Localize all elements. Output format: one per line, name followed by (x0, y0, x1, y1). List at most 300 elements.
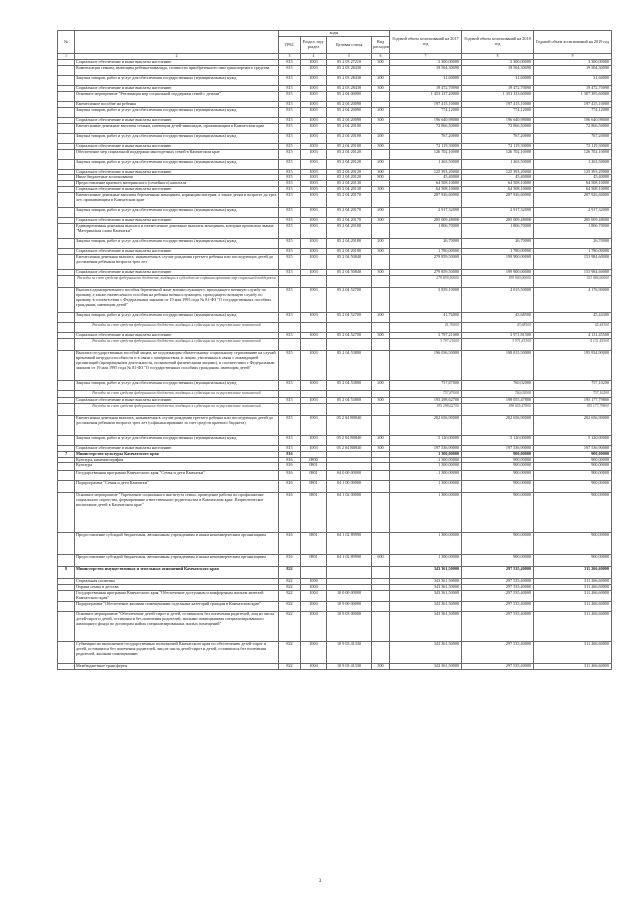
row-amount-2018: 199 900,00000 (462, 254, 534, 269)
row-expense-type: 300 (372, 445, 390, 451)
row-amount-2018: 285 009,48000 (462, 218, 534, 224)
row-grbs: 815 (279, 397, 301, 403)
row-amount-2019: 64 508,10000 (534, 187, 612, 193)
row-amount-2018: 297 535,40000 (462, 591, 534, 602)
row-grbs: 815 (279, 187, 301, 193)
row-name: Ежемесячные денежные выплаты беременным женщинам, кормящим матерям, а также детям в возрасте до трех лет, проживающим в Камчатском крае (75, 193, 279, 208)
row-amount-2019: 5 120,00000 (534, 435, 612, 445)
table-body (58, 60, 612, 670)
row-target (327, 338, 372, 350)
row-amount-2017: 287 926,60000 (390, 193, 462, 208)
row-target: 10 9 03 00000 (327, 612, 372, 642)
row-expense-type (372, 322, 390, 332)
row-amount-2018: 202 656,90000 (462, 415, 534, 435)
row-section: 1003 (301, 380, 327, 390)
row-amount-2017: 1 806,70000 (390, 224, 462, 239)
table-row (58, 208, 612, 218)
row-name: Закупка товаров, работ и услуг для обеспечения государственных (муниципальных) нужд (75, 208, 279, 218)
row-number (58, 415, 75, 435)
row-name: Социальное обеспечение и иные выплаты населению (75, 249, 279, 255)
row-expense-type: 200 (372, 380, 390, 390)
header-index-7: 7 (390, 54, 462, 60)
row-target: 05 2 04 53800 (327, 397, 372, 403)
row-amount-2018: 26,70000 (462, 239, 534, 249)
row-grbs: 822 (279, 642, 301, 664)
row-amount-2017: 3 797,21000 (390, 338, 462, 350)
table-row (58, 224, 612, 239)
row-grbs: 815 (279, 181, 301, 187)
row-name: Социальное обеспечение и иные выплаты населению (75, 117, 279, 123)
row-amount-2017: 72 119,30000 (390, 143, 462, 149)
row-grbs: 815 (279, 123, 301, 133)
row-section: 1003 (301, 415, 327, 435)
row-name: Выплата единовременного пособия беременной жене военнослужащего, проходящего военную службу по призыву, а также ежемесячного пособия на ребенка военнослужащего, проходящего военную службу по призыву, в соответствии с Федеральным законом от 19 мая 1995 года № 81-ФЗ "О государственных пособиях гражданам, имеющим детей" (75, 287, 279, 312)
row-name: Иные бюджетные ассигнования (75, 175, 279, 181)
row-amount-2018: 1 806,70000 (462, 224, 534, 239)
table-row (58, 239, 612, 249)
table-row (58, 555, 612, 567)
row-name: Министерство культуры Камчатского края (75, 451, 279, 457)
row-amount-2019: 153 984,60000 (534, 254, 612, 269)
row-amount-2017: 1 300,00000 (390, 493, 462, 533)
row-amount-2017: 3 797,21000 (390, 332, 462, 338)
table-row (58, 481, 612, 493)
row-section: 1003 (301, 123, 327, 133)
row-amount-2019: 4 176,90000 (534, 287, 612, 312)
row-name: Закупка товаров, работ и услуг для обеспечения государственных (муниципальных) нужд (75, 107, 279, 117)
row-name: Социальное обеспечение и иные выплаты населению (75, 397, 279, 403)
row-amount-2017: 196 036,50000 (390, 350, 462, 380)
row-expense-type: 300 (372, 397, 390, 403)
row-section (301, 390, 327, 397)
row-amount-2017: 19 472,70090 (390, 85, 462, 91)
row-grbs: 816 (279, 533, 301, 555)
row-name: Предоставление краевого материнского (семейного) капитала (75, 181, 279, 187)
row-number (58, 612, 75, 642)
header-index-5: 5 (327, 54, 372, 60)
row-amount-2018: 2 917,32000 (462, 208, 534, 218)
table-row (58, 664, 612, 670)
row-amount-2019: 285 009,48000 (534, 218, 612, 224)
row-section (301, 275, 327, 287)
row-amount-2018: 900,00000 (462, 457, 534, 463)
row-expense-type (372, 463, 390, 471)
row-amount-2018: 297 535,40000 (462, 567, 534, 579)
row-name: Расходы за счет средств федерального бюджета, входящих в субвенции на осуществление полномочий (75, 322, 279, 332)
row-amount-2018: 297 535,40000 (462, 585, 534, 591)
row-section (301, 567, 327, 579)
row-amount-2019: 1 307 395,60000 (534, 91, 612, 101)
table-row (58, 107, 612, 117)
row-amount-2017: 279 859,50000 (390, 275, 462, 287)
row-expense-type (372, 481, 390, 493)
row-amount-2019: 153 984,60000 (534, 269, 612, 275)
row-amount-2018: 45,40000 (462, 175, 534, 181)
row-section: 1003 (301, 445, 327, 451)
row-target (327, 463, 372, 471)
row-target: 05 2 04 52700 (327, 332, 372, 338)
table-row (58, 463, 612, 471)
header-index-1: 1 (58, 54, 75, 60)
table-row (58, 435, 612, 445)
row-grbs: 822 (279, 585, 301, 591)
row-number (58, 322, 75, 332)
row-amount-2017: 2 917,32000 (390, 208, 462, 218)
row-name: Культура, кинематография (75, 457, 279, 463)
row-section: 1003 (301, 169, 327, 175)
row-section: 1003 (301, 65, 327, 75)
row-grbs: 815 (279, 249, 301, 255)
row-section (301, 403, 327, 415)
row-grbs: 815 (279, 143, 301, 149)
row-grbs: 822 (279, 567, 301, 579)
row-amount-2019: 900,00000 (534, 533, 612, 555)
row-amount-2017: 64 508,10000 (390, 181, 462, 187)
row-section: 1003 (301, 287, 327, 312)
row-amount-2017: 343 361,50000 (390, 579, 462, 585)
row-target: 05 2 04 00000 (327, 91, 372, 101)
row-grbs: 816 (279, 463, 301, 471)
row-name: Ежемесячные денежные выплаты семьям, имеющим детей-инвалидов, проживающим в Камчатском крае (75, 123, 279, 133)
row-amount-2017: 64 508,10000 (390, 187, 462, 193)
row-amount-2018: 767,20000 (462, 133, 534, 143)
row-amount-2018: 297 535,40000 (462, 642, 534, 664)
row-section: 1004 (301, 602, 327, 612)
row-grbs: 815 (279, 254, 301, 269)
row-amount-2017: 1 453 137,20000 (390, 91, 462, 101)
row-number (58, 133, 75, 143)
row-number (58, 471, 75, 481)
row-number (58, 390, 75, 397)
row-target: 05 2 04 20090 (327, 107, 372, 117)
header-index-3: 3 (279, 54, 301, 60)
row-amount-2017: 196 640,98000 (390, 117, 462, 123)
row-number (58, 254, 75, 269)
row-name: Социальное обеспечение и иные выплаты населению (75, 269, 279, 275)
row-expense-type (372, 567, 390, 579)
row-amount-2018: 3 971,81500 (462, 332, 534, 338)
row-target: 04 1 02 89990 (327, 533, 372, 555)
row-amount-2019: 757,10200 (534, 380, 612, 390)
row-name: Социальное обеспечение и иные выплаты населению (75, 143, 279, 149)
row-grbs: 815 (279, 117, 301, 123)
row-number (58, 75, 75, 85)
row-section: 1003 (301, 312, 327, 322)
row-name: Социальное обеспечение и иные выплаты населению (75, 60, 279, 66)
row-section: 0801 (301, 533, 327, 555)
row-section: 0801 (301, 481, 327, 493)
row-expense-type (372, 287, 390, 312)
row-grbs: 815 (279, 332, 301, 338)
row-name: Ежемесячная денежная выплата, назначаемая в случае рождения третьего ребенка или последующих детей до достижения ребенком возраста трех лет (софинансирование за счет средств краевого бюджета) (75, 415, 279, 435)
row-grbs: 815 (279, 312, 301, 322)
row-target: 04 1 00 00000 (327, 481, 372, 493)
row-target: 05 2 04 20170 (327, 218, 372, 224)
row-grbs: 815 (279, 91, 301, 101)
row-expense-type (372, 493, 390, 533)
row-amount-2019: 4 131,45500 (534, 338, 612, 350)
row-name: Закупка товаров, работ и услуг для обеспечения государственных (муниципальных) нужд (75, 159, 279, 169)
row-name: Расходы за счет средств федерального бюджета, входящих в субвенции на осуществление полномочий (75, 390, 279, 397)
row-section: 1003 (301, 159, 327, 169)
row-number: 7 (58, 451, 75, 457)
row-number (58, 435, 75, 445)
row-expense-type (372, 415, 390, 435)
row-name: Основное мероприятие "Обеспечение детей-сирот и детей, оставшихся без попечения родителей, лиц из числа детей-сирот и детей, оставшихся без попечения родителей, жилыми помещениями специализированного жилищного фонда по договорам найма специализированных жилых помещений" (75, 612, 279, 642)
row-amount-2017: 3 300,00000 (390, 60, 462, 66)
row-grbs: 815 (279, 218, 301, 224)
table-row (58, 380, 612, 390)
row-amount-2017: 202 656,90000 (390, 415, 462, 435)
row-section: 1003 (301, 85, 327, 91)
row-amount-2018: 72 119,30000 (462, 143, 534, 149)
row-number (58, 380, 75, 390)
row-target: 05 2 04 20090 (327, 117, 372, 123)
row-name: Единовременная денежная выплата и ежемесячные денежные выплаты женщинам, которым присвоено звание "Материнская слава Камчатки" (75, 224, 279, 239)
row-amount-2018: 4 015,50000 (462, 287, 534, 312)
row-number (58, 338, 75, 350)
row-target: 05 2 04 20120 (327, 169, 372, 175)
row-amount-2019: 2 917,32000 (534, 208, 612, 218)
row-amount-2017: 774,12000 (390, 107, 462, 117)
row-amount-2019: 72 866,50000 (534, 123, 612, 133)
row-section: 1003 (301, 435, 327, 445)
row-expense-type (372, 471, 390, 481)
row-amount-2018: 197 536,90000 (462, 445, 534, 451)
row-name: Закупка товаров, работ и услуг для обеспечения государственных (муниципальных) нужд (75, 239, 279, 249)
row-section: 1004 (301, 591, 327, 602)
row-amount-2017: 285 009,48000 (390, 218, 462, 224)
row-expense-type: 200 (372, 239, 390, 249)
row-grbs (279, 338, 301, 350)
table-row (58, 254, 612, 269)
row-number (58, 275, 75, 287)
row-amount-2017: 343 361,50000 (390, 591, 462, 602)
row-expense-type (372, 123, 390, 133)
row-number (58, 91, 75, 101)
row-amount-2018: 3 300,00000 (462, 60, 534, 66)
row-amount-2019: 900,00000 (534, 457, 612, 463)
row-target: 05 2 04 20130 (327, 187, 372, 193)
row-target (327, 390, 372, 397)
table-row (58, 65, 612, 75)
row-amount-2018: 198 815,50000 (462, 350, 534, 380)
header-2017: Годовой объем ассигнований на 2017 год (390, 31, 462, 54)
row-target: 10 0 00 00000 (327, 591, 372, 602)
row-amount-2018: 31,60000 (462, 75, 534, 85)
row-grbs: 815 (279, 159, 301, 169)
row-name: Государственная программа Камчатского края "Семья и дети Камчатки" (75, 471, 279, 481)
row-target: 05 2 04 20170 (327, 193, 372, 208)
row-expense-type (372, 403, 390, 415)
row-amount-2017: 1 300,00000 (390, 481, 462, 493)
table-row (58, 493, 612, 533)
row-name: Охрана семьи и детства (75, 585, 279, 591)
row-name: Государственная программа Камчатского края "Обеспечение доступным и комфортным жильем жителей Камчатского края" (75, 591, 279, 602)
table-row (58, 533, 612, 555)
row-amount-2019: 45,40000 (534, 175, 612, 181)
row-number (58, 149, 75, 159)
row-section: 1003 (301, 143, 327, 149)
table-row (58, 415, 612, 435)
row-amount-2017: 1 263,50000 (390, 159, 462, 169)
reference-row (58, 275, 612, 287)
row-amount-2018: 760,02000 (462, 380, 534, 390)
row-expense-type: 300 (372, 117, 390, 123)
row-section (301, 338, 327, 350)
row-amount-2018: 900,00000 (462, 451, 534, 457)
row-section: 1003 (301, 249, 327, 255)
row-amount-2018: 287 926,60000 (462, 193, 534, 208)
row-target: 05 2 04 52700 (327, 312, 372, 322)
budget-table-sheet (57, 30, 611, 670)
row-expense-type (372, 65, 390, 75)
row-section: 1004 (301, 642, 327, 664)
row-grbs (279, 322, 301, 332)
row-amount-2019: 196 640,98000 (534, 117, 612, 123)
row-amount-2018: 297 535,40000 (462, 579, 534, 585)
row-amount-2019: 19 472,70090 (534, 85, 612, 91)
row-section: 1003 (301, 133, 327, 143)
row-amount-2018: 19 472,70090 (462, 85, 534, 91)
row-number (58, 350, 75, 380)
row-number (58, 287, 75, 312)
row-name: Основное мероприятие "Укрепление социального института семьи, проведение работы по профилактике социального сиротства, формирование ответственного родительства в Камчатском крае. Патриотическое воспитание детей в Камчатском крае" (75, 493, 279, 533)
row-section: 1000 (301, 579, 327, 585)
row-target: 10 9 00 00000 (327, 602, 372, 612)
row-amount-2018: 198 055,47800 (462, 397, 534, 403)
row-target: 04 0 00 00000 (327, 471, 372, 481)
row-amount-2019: 1 806,70000 (534, 224, 612, 239)
row-amount-2017: 26,70000 (390, 239, 462, 249)
row-amount-2018: 760,02000 (462, 390, 534, 397)
row-amount-2019: 197 536,90000 (534, 445, 612, 451)
row-target: 05 2 03 28430 (327, 75, 372, 85)
row-amount-2019: 900,00000 (534, 481, 612, 493)
row-amount-2018: 900,00000 (462, 533, 534, 555)
row-amount-2019: 72 119,30000 (534, 143, 612, 149)
row-section: 1003 (301, 175, 327, 181)
row-amount-2018: 199 900,00000 (462, 269, 534, 275)
row-name: Подпрограмма "Обеспечение жилыми помещениями отдельных категорий граждан в Камчатском крае" (75, 602, 279, 612)
row-target: 05 2 04 20180 (327, 239, 372, 249)
row-section: 1004 (301, 612, 327, 642)
row-expense-type: 300 (372, 143, 390, 149)
table-row (58, 350, 612, 380)
row-amount-2018: 43,68500 (462, 322, 534, 332)
row-amount-2018: 1 263,50000 (462, 159, 534, 169)
row-amount-2018: 297 535,40000 (462, 612, 534, 642)
row-expense-type (372, 254, 390, 269)
row-expense-type: 500 (372, 664, 390, 670)
header-index-4: 4 (301, 54, 327, 60)
row-expense-type: 300 (372, 249, 390, 255)
row-amount-2018: 297 535,40000 (462, 602, 534, 612)
header-codes: коды (279, 31, 390, 37)
header-index-6: 6 (372, 54, 390, 60)
row-grbs: 815 (279, 60, 301, 66)
row-amount-2017: 195 298,62700 (390, 397, 462, 403)
row-amount-2017: 197 536,90000 (390, 445, 462, 451)
row-number: 8 (58, 567, 75, 579)
row-target: 04 1 02 00000 (327, 493, 372, 533)
row-target (327, 322, 372, 332)
row-grbs: 815 (279, 169, 301, 175)
row-grbs: 816 (279, 457, 301, 463)
row-target: 05 2 04 20100 (327, 133, 372, 143)
row-target: 05 2 04 20090 (327, 101, 372, 107)
row-amount-2019: 45,44300 (534, 322, 612, 332)
row-name: Ежемесячная денежная выплата, назначаемая в случае рождения третьего ребенка или последующих детей до достижения ребенком возраста трех лет (75, 254, 279, 269)
row-grbs (279, 275, 301, 287)
row-target: 05 2 04 20100 (327, 143, 372, 149)
row-expense-type: 200 (372, 435, 390, 445)
row-target: 05 2 04 20120 (327, 149, 372, 159)
header-num: № (58, 31, 75, 54)
row-grbs: 815 (279, 287, 301, 312)
row-expense-type: 200 (372, 75, 390, 85)
row-amount-2019: 1 263,50000 (534, 159, 612, 169)
row-amount-2017: 72 866,50000 (390, 123, 462, 133)
row-amount-2019: 311 266,60000 (534, 612, 612, 642)
row-target: 05 2 04 R0840 (327, 415, 372, 435)
row-name: Подпрограмма "Семья и дети Камчатки" (75, 481, 279, 493)
row-number (58, 193, 75, 208)
row-number (58, 642, 75, 664)
row-amount-2019: 195 934,90000 (534, 350, 612, 380)
row-name: Социальная политика (75, 579, 279, 585)
table-row (58, 91, 612, 101)
row-number (58, 65, 75, 75)
row-amount-2017: 5 120,00000 (390, 435, 462, 445)
row-expense-type: 300 (372, 218, 390, 224)
row-amount-2019: 311 266,60000 (534, 591, 612, 602)
row-number (58, 239, 75, 249)
row-expense-type (372, 591, 390, 602)
row-amount-2019: 900,00000 (534, 493, 612, 533)
row-amount-2019: 757,10200 (534, 390, 612, 397)
row-number (58, 312, 75, 322)
row-target: 05 2 04 20180 (327, 224, 372, 239)
row-expense-type: 200 (372, 107, 390, 117)
row-target: 05 2 04 53800 (327, 380, 372, 390)
row-amount-2017: 125 393,20000 (390, 169, 462, 175)
row-amount-2019: 311 266,60000 (534, 585, 612, 591)
row-amount-2019: 202 656,90000 (534, 415, 612, 435)
row-expense-type: 200 (372, 133, 390, 143)
row-grbs: 815 (279, 380, 301, 390)
row-number (58, 123, 75, 133)
row-amount-2019: 900,00000 (534, 451, 612, 457)
row-grbs: 815 (279, 65, 301, 75)
row-name: Межбюджетные трансферты (75, 664, 279, 670)
row-target: 10 9 03 41330 (327, 642, 372, 664)
table-row (58, 159, 612, 169)
row-amount-2019: 311 266,60000 (534, 664, 612, 670)
row-number (58, 533, 75, 555)
row-number (58, 159, 75, 169)
row-grbs: 822 (279, 612, 301, 642)
row-name: Культура (75, 463, 279, 471)
row-amount-2018: 198 055,47800 (462, 403, 534, 415)
row-target: 05 2 04 52700 (327, 287, 372, 312)
row-target: 05 2 03 28430 (327, 65, 372, 75)
row-grbs: 822 (279, 664, 301, 670)
row-amount-2018: 900,00000 (462, 555, 534, 567)
row-number (58, 107, 75, 117)
row-grbs: 815 (279, 350, 301, 380)
row-section: 1003 (301, 193, 327, 208)
